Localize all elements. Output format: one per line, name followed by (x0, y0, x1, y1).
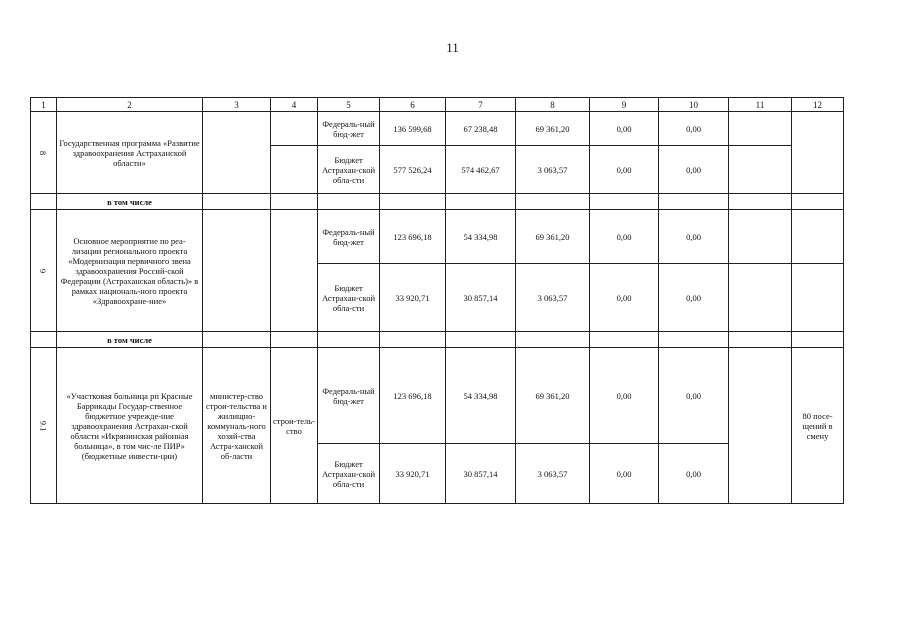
sub-cell (792, 194, 844, 210)
row-executor: министер-ство строи-тельства и жилищно-коммуналь-ного хозяй-ства Астра-ханской об-ласти (203, 348, 271, 504)
table-row (31, 112, 844, 146)
sub-cell (31, 332, 57, 348)
row-type (271, 146, 318, 194)
funding-source: Федераль-ный бюд-жет (318, 348, 380, 444)
cell-col9: 0,00 (590, 348, 659, 444)
cell-col8: 69 361,20 (516, 348, 590, 444)
row-type: строи-тель-ство (271, 348, 318, 504)
cell-col7: 574 462,67 (446, 146, 516, 194)
col-header-10: 10 (659, 98, 729, 112)
row-result (792, 210, 844, 264)
col-header-1: 1 (31, 98, 57, 112)
cell-col7: 54 334,98 (446, 348, 516, 444)
row-number: 8 (31, 112, 57, 194)
sub-label: в том числе (57, 332, 203, 348)
cell-col6: 136 599,68 (380, 112, 446, 146)
cell-col9: 0,00 (590, 210, 659, 264)
cell-col8: 3 063,57 (516, 146, 590, 194)
sub-cell (516, 332, 590, 348)
col-header-7: 7 (446, 98, 516, 112)
cell-col6: 123 696,18 (380, 210, 446, 264)
cell-col6: 33 920,71 (380, 264, 446, 332)
sub-cell (203, 194, 271, 210)
sub-label: в том числе (57, 194, 203, 210)
cell-col6: 577 526,24 (380, 146, 446, 194)
sub-cell (729, 332, 792, 348)
col-header-3: 3 (203, 98, 271, 112)
corner-tick: . (805, 90, 808, 100)
sub-cell (659, 194, 729, 210)
row-type (271, 112, 318, 146)
sub-cell (380, 194, 446, 210)
funding-source: Бюджет Астрахан-ской обла-сти (318, 146, 380, 194)
row-result (792, 112, 844, 194)
subtotal-row (31, 332, 844, 348)
cell-col7: 30 857,14 (446, 264, 516, 332)
sub-cell (590, 194, 659, 210)
cell-col9: 0,00 (590, 444, 659, 504)
col-header-11: 11 (729, 98, 792, 112)
cell-col6: 33 920,71 (380, 444, 446, 504)
table-header (31, 98, 844, 112)
cell-col10: 0,00 (659, 112, 729, 146)
cell-col7: 67 238,48 (446, 112, 516, 146)
row-number: 9 (31, 210, 57, 332)
table-row (31, 348, 844, 444)
cell-col9: 0,00 (590, 112, 659, 146)
cell-col8: 69 361,20 (516, 210, 590, 264)
row-number: 9.1 (31, 348, 57, 504)
cell-col11 (729, 210, 792, 264)
funding-source: Федераль-ный бюд-жет (318, 112, 380, 146)
row-result: 80 посе-щений в смену (792, 348, 844, 504)
cell-col11 (729, 112, 792, 146)
cell-col7: 54 334,98 (446, 210, 516, 264)
sub-cell (318, 332, 380, 348)
col-header-5: 5 (318, 98, 380, 112)
table-row (31, 210, 844, 264)
funding-source: Бюджет Астрахан-ской обла-сти (318, 444, 380, 504)
funding-source: Федераль-ный бюд-жет (318, 210, 380, 264)
page-number: 11 (446, 40, 459, 55)
col-header-9: 9 (590, 98, 659, 112)
cell-col10: 0,00 (659, 146, 729, 194)
cell-col6: 123 696,18 (380, 348, 446, 444)
row-name: «Участковая больница рп Красные Баррикады Государ-ственное бюджетное учрежде-ние здравоохранения Астрахан-ской области «Икрянинская районная больница», в том чис-ле ПИР» (бюджетные инвести-ции) (57, 348, 203, 504)
sub-cell (31, 194, 57, 210)
cell-col8: 3 063,57 (516, 264, 590, 332)
sub-cell (792, 332, 844, 348)
sub-cell (203, 332, 271, 348)
cell-col7: 30 857,14 (446, 444, 516, 504)
cell-col8: 3 063,57 (516, 444, 590, 504)
funding-source: Бюджет Астрахан-ской обла-сти (318, 264, 380, 332)
sub-cell (590, 332, 659, 348)
sub-cell (318, 194, 380, 210)
cell-col10: 0,00 (659, 210, 729, 264)
cell-col11 (729, 264, 792, 332)
col-header-4: 4 (271, 98, 318, 112)
sub-cell (659, 332, 729, 348)
cell-col9: 0,00 (590, 264, 659, 332)
sub-cell (271, 332, 318, 348)
cell-col10: 0,00 (659, 444, 729, 504)
cell-col10: 0,00 (659, 264, 729, 332)
row-executor (203, 112, 271, 194)
sub-cell (516, 194, 590, 210)
row-executor (203, 210, 271, 332)
sub-cell (380, 332, 446, 348)
sub-cell (271, 194, 318, 210)
sub-cell (446, 194, 516, 210)
subtotal-row (31, 194, 844, 210)
cell-col11 (729, 146, 792, 194)
cell-col12 (792, 264, 844, 332)
col-header-12: 12 (792, 98, 844, 112)
row-name: Основное мероприятие по реа-лизации регионального проекта «Модернизация первичного звена здравоохранения Россий-ской Федерации (Астраханская область)» в рамках националь-ного проекта «Здравоохране-ние» (57, 210, 203, 332)
col-header-8: 8 (516, 98, 590, 112)
cell-col10: 0,00 (659, 348, 729, 444)
budget-table (30, 97, 844, 504)
col-header-6: 6 (380, 98, 446, 112)
row-type (271, 210, 318, 332)
cell-col9: 0,00 (590, 146, 659, 194)
col-header-2: 2 (57, 98, 203, 112)
row-name: Государственная программа «Развитие здравоохранения Астраханской области» (57, 112, 203, 194)
cell-col8: 69 361,20 (516, 112, 590, 146)
cell-col11 (729, 348, 792, 504)
sub-cell (729, 194, 792, 210)
sub-cell (446, 332, 516, 348)
